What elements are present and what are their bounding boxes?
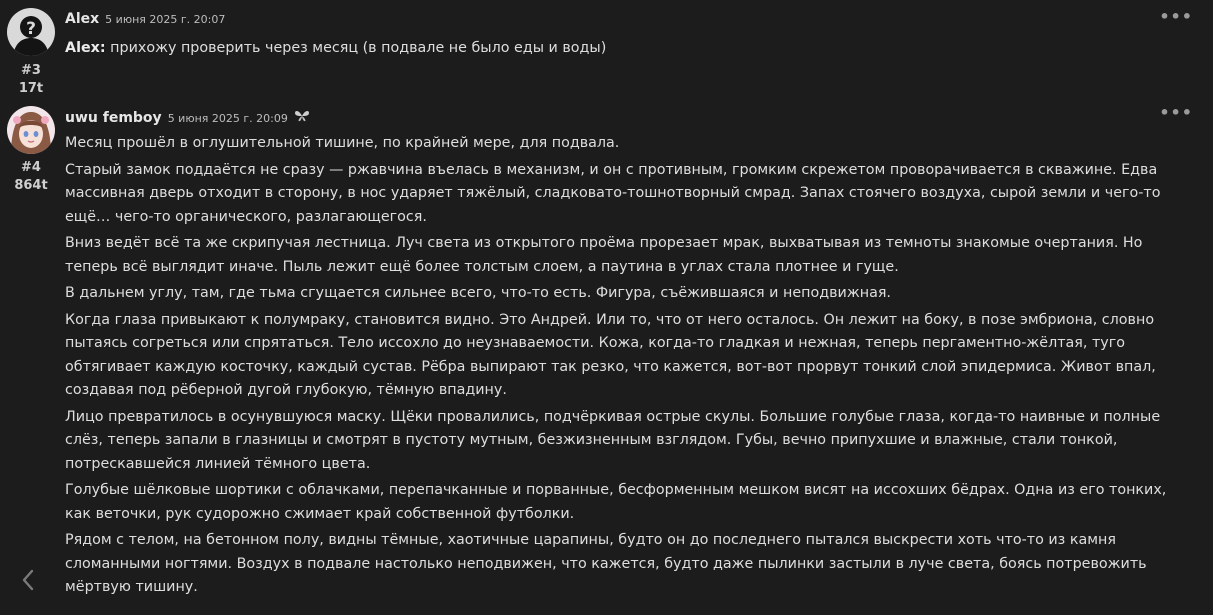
post-number[interactable]: #4 (21, 160, 41, 175)
anime-girl-avatar-icon (7, 106, 55, 154)
paragraph: Месяц прошёл в оглушительной тишине, по крайней мере, для подвала. (65, 135, 620, 151)
post (0, 0, 1213, 100)
post-aside (0, 100, 62, 195)
post-count: 17t (18, 81, 44, 96)
svg-text:?: ? (26, 19, 36, 39)
speaker-label: Alex: (65, 40, 106, 56)
post-body (65, 100, 1193, 603)
post-aside (0, 0, 62, 98)
paragraph: Лицо превратилось в осунувшуюся маску. Щёки провалились, подчёркивая острые скулы. Большие голубые глаза, когда-то наивные и полные слёз, теперь запали в глазницы и смотрят в пустоту мутным, безжизненным взглядом. Губы, вечно припухшие и влажные, стали тонкой, потрескавшейся линией тёмного цвета. (65, 408, 1161, 472)
paragraph: Голубые шёлковые шортики с облачками, перепачканные и порванные, бесформенным мешком висят на иссохших бёдрах. Одна из его тонких, как веточки, рук судорожно сжимает край собственной футболки. (65, 482, 1167, 522)
butterfly-icon (294, 107, 310, 119)
question-mark-silhouette-icon (7, 8, 55, 56)
post-meta (65, 7, 1193, 33)
post-number[interactable]: #3 (21, 63, 41, 78)
avatar[interactable] (7, 106, 55, 154)
post-meta (65, 103, 1193, 129)
paragraph: Старый замок поддаётся не сразу — ржавчина въелась в механизм, и он с противным, громким скрежетом проворачивается в скважине. Едва массивная дверь отходит в сторону, в нос ударяет тяжёлый, сладковато-тошнотворный смрад. Запах стоячего воздуха, сырой земли и чего-то ещё… чего-то органического, разлагающегося. (65, 161, 1161, 225)
message-line (65, 37, 1193, 61)
post-count: 864t (14, 178, 48, 193)
post-date[interactable]: 5 июня 2025 г. 20:07 (105, 13, 226, 26)
more-dots-icon[interactable]: ••• (1159, 103, 1193, 122)
avatar[interactable] (7, 8, 55, 56)
paragraph: Рядом с телом, на бетонном полу, видны тёмные, хаотичные царапины, будто он до последнего пытался выскрести хоть что-то из камня сломанными ногтями. Воздух в подвале настолько неподвижен, что кажется, будто даже пылинки застыли в луче света, боясь потревожить мёртвую тишину. (65, 532, 1147, 595)
more-dots-icon[interactable]: ••• (1159, 7, 1193, 26)
paragraph: В дальнем углу, там, где тьма сгущается сильнее всего, что-то есть. Фигура, съёжившаяся и неподвижная. (65, 285, 891, 301)
paragraph: Когда глаза привыкают к полумраку, становится видно. Это Андрей. Или то, что от него осталось. Он лежит на боку, в позе эмбриона, словно пытаясь согреться или спрятаться. Тело иссохло до неузнаваемости. Кожа, когда-то гладкая и нежная, теперь пергаментно-жёлтая, туго обтягивает каждую косточку, каждый сустав. Рёбра выпирают так резко, что кажется, вот-вот прорвут тонкий слой эпидермиса. Живот впал, создавая под рёберной дугой глубокую, тёмную впадину. (65, 311, 1156, 398)
post-date[interactable]: 5 июня 2025 г. 20:09 (167, 112, 288, 125)
author-name[interactable]: uwu femboy (65, 110, 162, 126)
paragraph: Вниз ведёт всё та же скрипучая лестница. Луч света из открытого проёма прорезает мрак, выхватывая из темноты знакомые очертания. Но теперь всё выглядит иначе. Пыль лежит ещё более толстым слоем, а паутина в углах стала плотнее и гуще. (65, 235, 1143, 275)
chevron-left-icon[interactable] (17, 566, 39, 594)
post (0, 100, 1213, 615)
post-body (65, 0, 1193, 64)
post-text (65, 132, 1193, 600)
message-text: прихожу проверить через месяц (в подвале не было еды и воды) (105, 40, 607, 56)
post-text (65, 37, 1193, 61)
author-name[interactable]: Alex (65, 11, 100, 27)
